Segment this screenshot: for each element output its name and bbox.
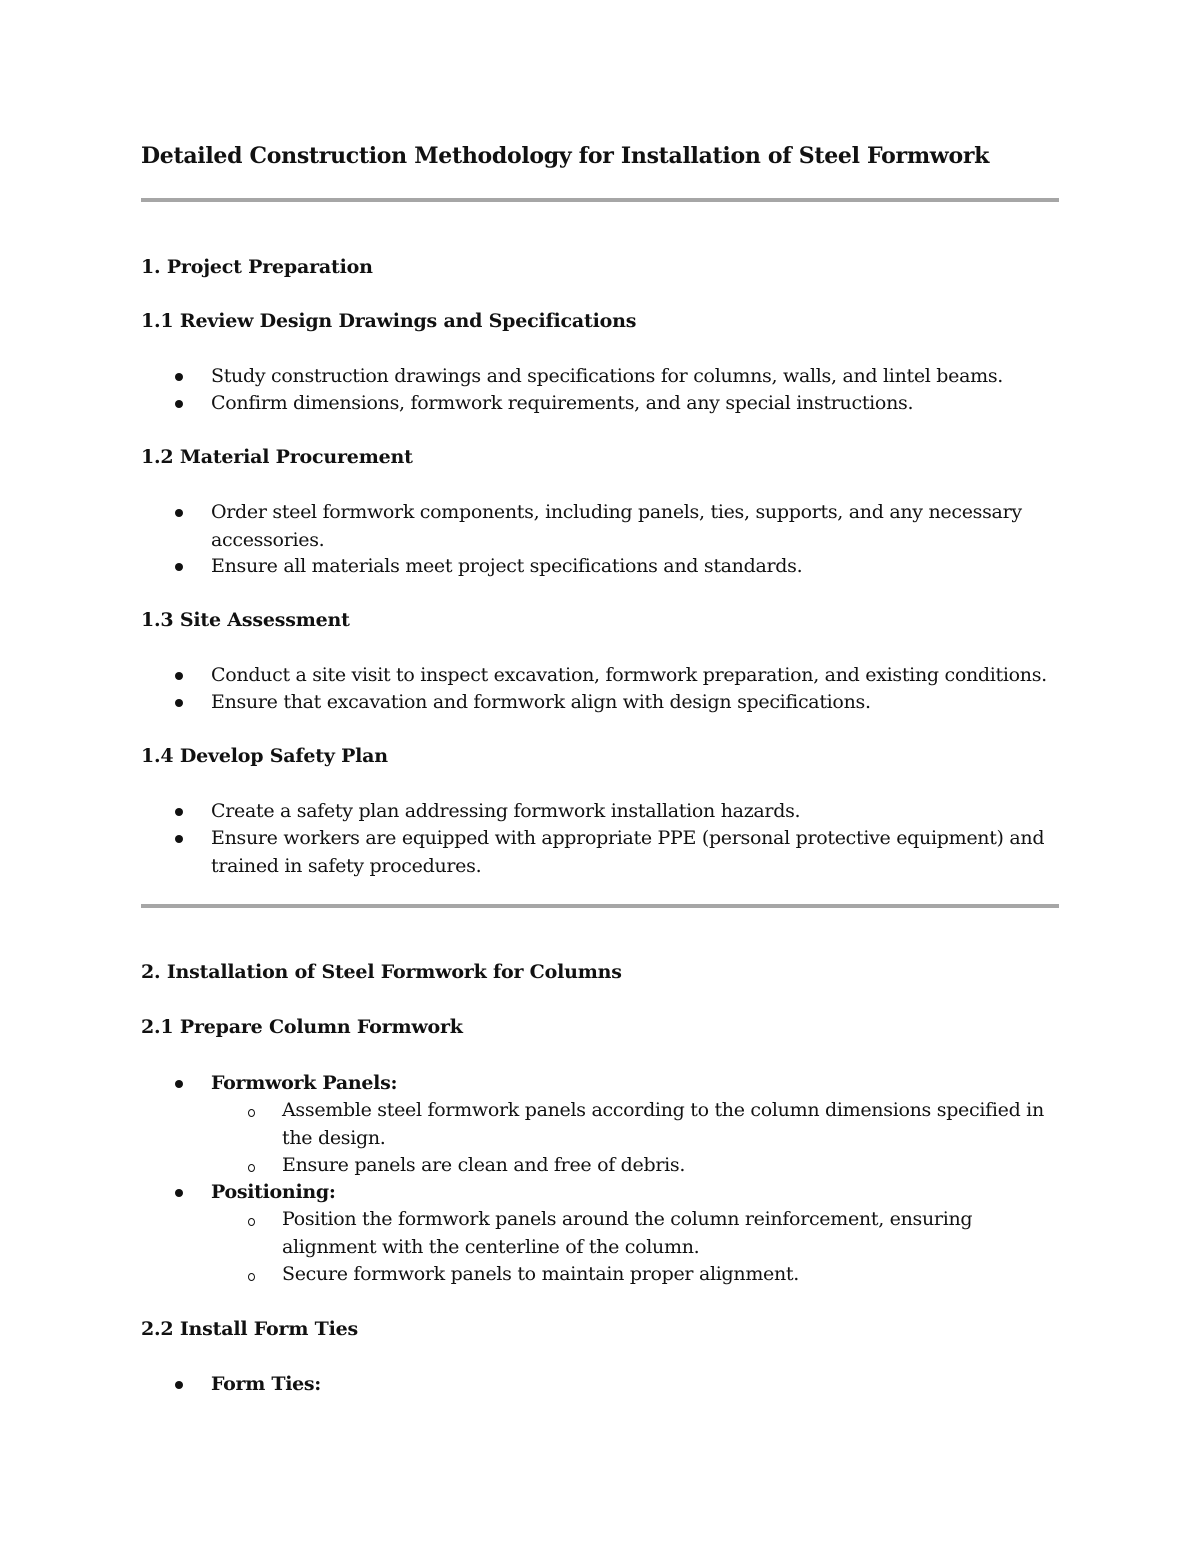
subsection-heading-1-4: 1.4 Develop Safety Plan — [141, 745, 388, 767]
sub-list-item: Ensure panels are clean and free of debris. — [282, 1154, 686, 1176]
section-heading-2: 2. Installation of Steel Formwork for Columns — [141, 961, 622, 983]
list-item: Ensure all materials meet project specifications and standards. — [211, 555, 803, 577]
subsection-heading-1-2: 1.2 Material Procurement — [141, 446, 413, 468]
list-item-label: Form Ties: — [211, 1373, 322, 1395]
horizontal-rule — [141, 198, 1059, 202]
list-item: Confirm dimensions, formwork requirements, and any special instructions. — [211, 392, 914, 414]
list-item: Ensure workers are equipped with appropriate PPE (personal protective equipment) and trained in safety procedures. — [211, 827, 1045, 877]
horizontal-rule — [141, 904, 1059, 908]
subsection-heading-2-1: 2.1 Prepare Column Formwork — [141, 1016, 463, 1038]
bullet-icon — [175, 1080, 183, 1088]
sub-list-item: Secure formwork panels to maintain proper alignment. — [282, 1263, 800, 1285]
list-item: Conduct a site visit to inspect excavation, formwork preparation, and existing conditions. — [211, 664, 1047, 686]
list-item-label: Formwork Panels: — [211, 1072, 398, 1094]
sub-bullet-icon — [248, 1218, 255, 1226]
bullet-icon — [175, 1381, 183, 1389]
subsection-heading-1-3: 1.3 Site Assessment — [141, 609, 350, 631]
sub-bullet-icon — [248, 1164, 255, 1172]
bullet-icon — [175, 672, 183, 680]
bullet-icon — [175, 1189, 183, 1197]
list-item: Ensure that excavation and formwork align with design specifications. — [211, 691, 871, 713]
subsection-heading-1-1: 1.1 Review Design Drawings and Specifications — [141, 310, 637, 332]
section-heading-1: 1. Project Preparation — [141, 256, 373, 278]
sub-bullet-icon — [248, 1273, 255, 1281]
list-item: Order steel formwork components, including panels, ties, supports, and any necessary accessories. — [211, 501, 1022, 551]
sub-list-item: Assemble steel formwork panels according to the column dimensions specified in the design. — [282, 1099, 1044, 1149]
list-item-label: Positioning: — [211, 1181, 336, 1203]
bullet-icon — [175, 400, 183, 408]
bullet-icon — [175, 808, 183, 816]
subsection-heading-2-2: 2.2 Install Form Ties — [141, 1318, 358, 1340]
bullet-icon — [175, 509, 183, 517]
list-item: Study construction drawings and specifications for columns, walls, and lintel beams. — [211, 365, 1004, 387]
bullet-icon — [175, 563, 183, 571]
sub-list-item: Position the formwork panels around the column reinforcement, ensuring alignment with the centerline of the column. — [282, 1208, 973, 1258]
bullet-icon — [175, 699, 183, 707]
sub-bullet-icon — [248, 1109, 255, 1117]
document-title: Detailed Construction Methodology for Installation of Steel Formwork — [141, 143, 990, 169]
bullet-icon — [175, 835, 183, 843]
list-item: Create a safety plan addressing formwork installation hazards. — [211, 800, 801, 822]
bullet-icon — [175, 373, 183, 381]
